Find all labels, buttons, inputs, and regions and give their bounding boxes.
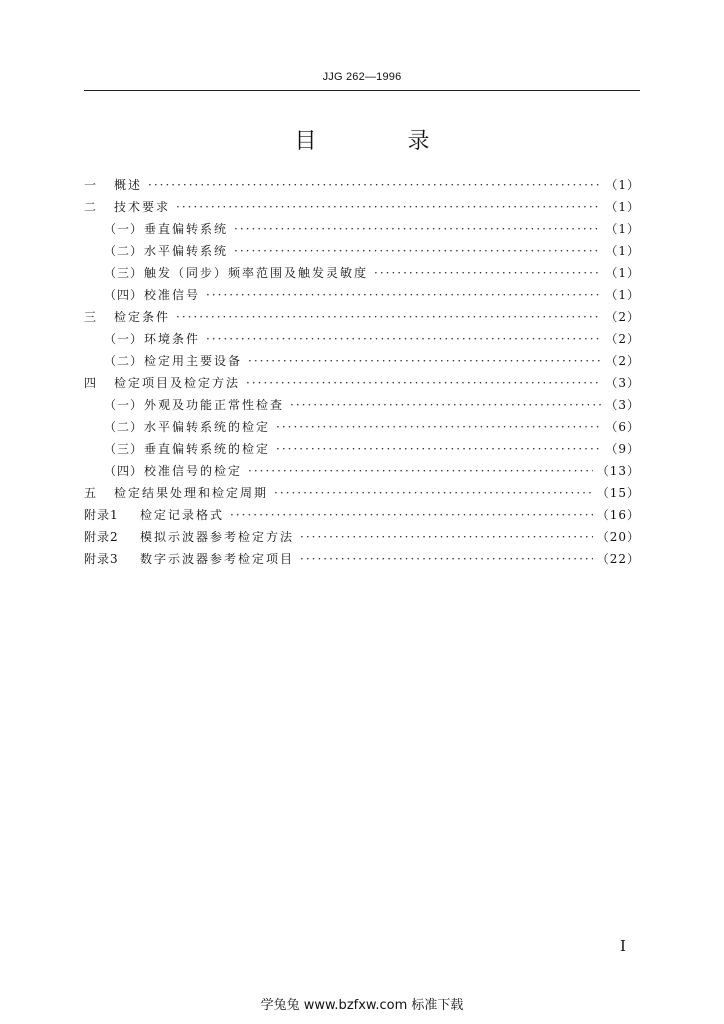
toc-entry-page: （15） [596,486,640,500]
toc-entry-title: 外观及功能正常性检查 [144,398,285,412]
toc-entry[interactable] [84,308,640,330]
toc-entry[interactable] [84,484,640,506]
toc-entry-title: 水平偏转系统 [144,244,229,258]
toc-entry-title: 水平偏转系统的检定 [144,420,271,434]
toc-entry[interactable] [84,528,640,550]
table-of-contents [84,176,640,572]
toc-entry-title: 校准信号的检定 [144,464,243,478]
toc-entry-page: （1） [605,288,640,302]
toc-leader-dots [230,508,593,522]
toc-entry[interactable] [84,286,640,308]
toc-leader-dots [248,464,593,478]
page-number: I [620,937,626,955]
toc-entry-title: 垂直偏转系统 [144,222,229,236]
toc-entry-page: （6） [605,420,640,434]
toc-entry-page: （2） [605,310,640,324]
toc-entry[interactable] [84,220,640,242]
toc-entry[interactable] [84,418,640,440]
toc-entry[interactable] [84,462,640,484]
toc-leader-dots [246,376,601,390]
toc-leader-dots [276,420,601,434]
toc-entry-number: 二 [84,200,98,214]
toc-entry-page: （1） [605,244,640,258]
toc-leader-dots [276,442,601,456]
toc-leader-dots [206,332,601,346]
toc-entry[interactable] [84,330,640,352]
toc-entry-number: 附录1 [84,508,119,522]
toc-entry-number: （三） [104,442,144,456]
toc-entry[interactable] [84,198,640,220]
toc-entry[interactable] [84,264,640,286]
toc-entry-page: （13） [596,464,640,478]
toc-entry[interactable] [84,176,640,198]
toc-entry-page: （2） [605,332,640,346]
toc-leader-dots [234,244,601,258]
toc-leader-dots [234,222,601,236]
standard-code: JJG 262—1996 [322,71,402,83]
toc-entry-page: （1） [605,178,640,192]
toc-leader-dots [148,178,601,192]
toc-entry-number: （二） [104,244,144,258]
toc-entry-number: 五 [84,486,98,500]
toc-entry[interactable] [84,550,640,572]
toc-entry-number: （三） [104,266,144,280]
header-divider [84,90,640,91]
toc-entry-title: 数字示波器参考检定项目 [140,552,295,566]
toc-entry-page: （20） [596,530,640,544]
toc-entry-page: （16） [596,508,640,522]
toc-leader-dots [176,310,601,324]
toc-leader-dots [176,200,601,214]
toc-leader-dots [290,398,601,412]
toc-entry-title: 概述 [114,178,143,192]
toc-leader-dots [206,288,601,302]
footer-watermark: 学兔兔 www.bzfxw.com 标准下载 [260,998,464,1013]
toc-entry-number: 三 [84,310,98,324]
toc-entry-page: （22） [596,552,640,566]
toc-entry-title: 检定结果处理和检定周期 [114,486,269,500]
toc-entry[interactable] [84,352,640,374]
toc-leader-dots [374,266,601,280]
toc-entry-page: （9） [605,442,640,456]
toc-entry-title: 环境条件 [144,332,201,346]
toc-entry-number: （二） [104,420,144,434]
toc-entry-title: 模拟示波器参考检定方法 [140,530,295,544]
toc-leader-dots [248,354,601,368]
toc-leader-dots [300,552,593,566]
toc-entry-number: 四 [84,376,98,390]
toc-entry-page: （3） [605,376,640,390]
toc-entry-title: 检定用主要设备 [144,354,243,368]
toc-entry-title: 检定条件 [114,310,171,324]
toc-entry-page: （2） [605,354,640,368]
page-title: 目 录 [294,129,472,154]
toc-entry-title: 检定记录格式 [140,508,225,522]
toc-entry[interactable] [84,242,640,264]
toc-entry-page: （1） [605,266,640,280]
toc-entry-page: （1） [605,200,640,214]
toc-entry[interactable] [84,374,640,396]
toc-leader-dots [274,486,593,500]
toc-entry-page: （3） [605,398,640,412]
toc-entry-number: （四） [104,288,144,302]
toc-entry-page: （1） [605,222,640,236]
toc-entry-number: （一） [104,332,144,346]
toc-entry-title: 垂直偏转系统的检定 [144,442,271,456]
toc-entry-number: 附录3 [84,552,119,566]
toc-entry[interactable] [84,506,640,528]
toc-entry-number: 一 [84,178,98,192]
toc-entry[interactable] [84,440,640,462]
toc-leader-dots [300,530,593,544]
toc-entry-title: 校准信号 [144,288,201,302]
toc-entry-number: （二） [104,354,144,368]
toc-entry-number: （四） [104,464,144,478]
toc-entry[interactable] [84,396,640,418]
toc-entry-title: 触发（同步）频率范围及触发灵敏度 [144,266,369,280]
toc-entry-title: 技术要求 [114,200,171,214]
toc-entry-number: 附录2 [84,530,119,544]
toc-entry-number: （一） [104,222,144,236]
toc-entry-number: （一） [104,398,144,412]
toc-entry-title: 检定项目及检定方法 [114,376,241,390]
